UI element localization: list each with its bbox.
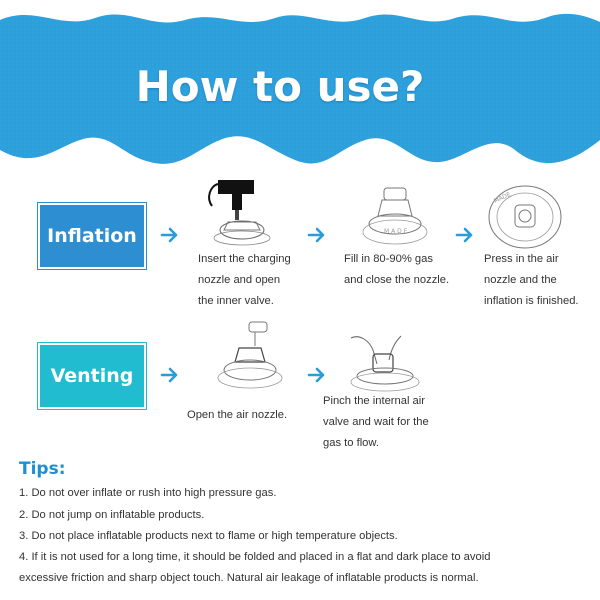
svg-text:MADE: MADE	[492, 190, 512, 205]
tip-item: 4. If it is not used for a long time, it should be folded and placed in a flat and dark place to avoid	[19, 551, 491, 563]
open-valve-icon	[215, 318, 285, 390]
tips-title: Tips:	[19, 459, 66, 479]
page-title: How to use?	[135, 62, 425, 111]
venting-label: Venting	[40, 345, 144, 407]
tip-item: excessive friction and sharp object touch. Natural air leakage of inflatable products is normal.	[19, 572, 479, 584]
closed-valve-icon	[485, 183, 565, 251]
arrow-right-icon	[307, 365, 327, 385]
charging-nozzle-icon	[198, 178, 278, 248]
pinch-valve-icon	[345, 330, 425, 392]
inflation-step-1-text: Insert the charging nozzle and open the inner valve.	[198, 253, 291, 307]
tip-item: 2. Do not jump on inflatable products.	[19, 509, 205, 521]
air-valve-icon	[360, 182, 430, 250]
tip-item: 1. Do not over inflate or rush into high pressure gas.	[19, 487, 277, 499]
arrow-right-icon	[455, 225, 475, 245]
inflation-label: Inflation	[40, 205, 144, 267]
arrow-right-icon	[307, 225, 327, 245]
tip-item: 3. Do not place inflatable products next to flame or high temperature objects.	[19, 530, 398, 542]
inflation-step-2-text: Fill in 80-90% gas and close the nozzle.	[344, 253, 450, 286]
svg-text:M A D E: M A D E	[384, 228, 408, 235]
arrow-right-icon	[160, 225, 180, 245]
venting-step-1-text: Open the air nozzle.	[187, 409, 288, 421]
inflation-step-3-text: Press in the air nozzle and the inflation is finished.	[484, 253, 579, 307]
venting-step-2-text: Pinch the internal air valve and wait for the gas to flow.	[323, 395, 429, 449]
arrow-right-icon	[160, 365, 180, 385]
